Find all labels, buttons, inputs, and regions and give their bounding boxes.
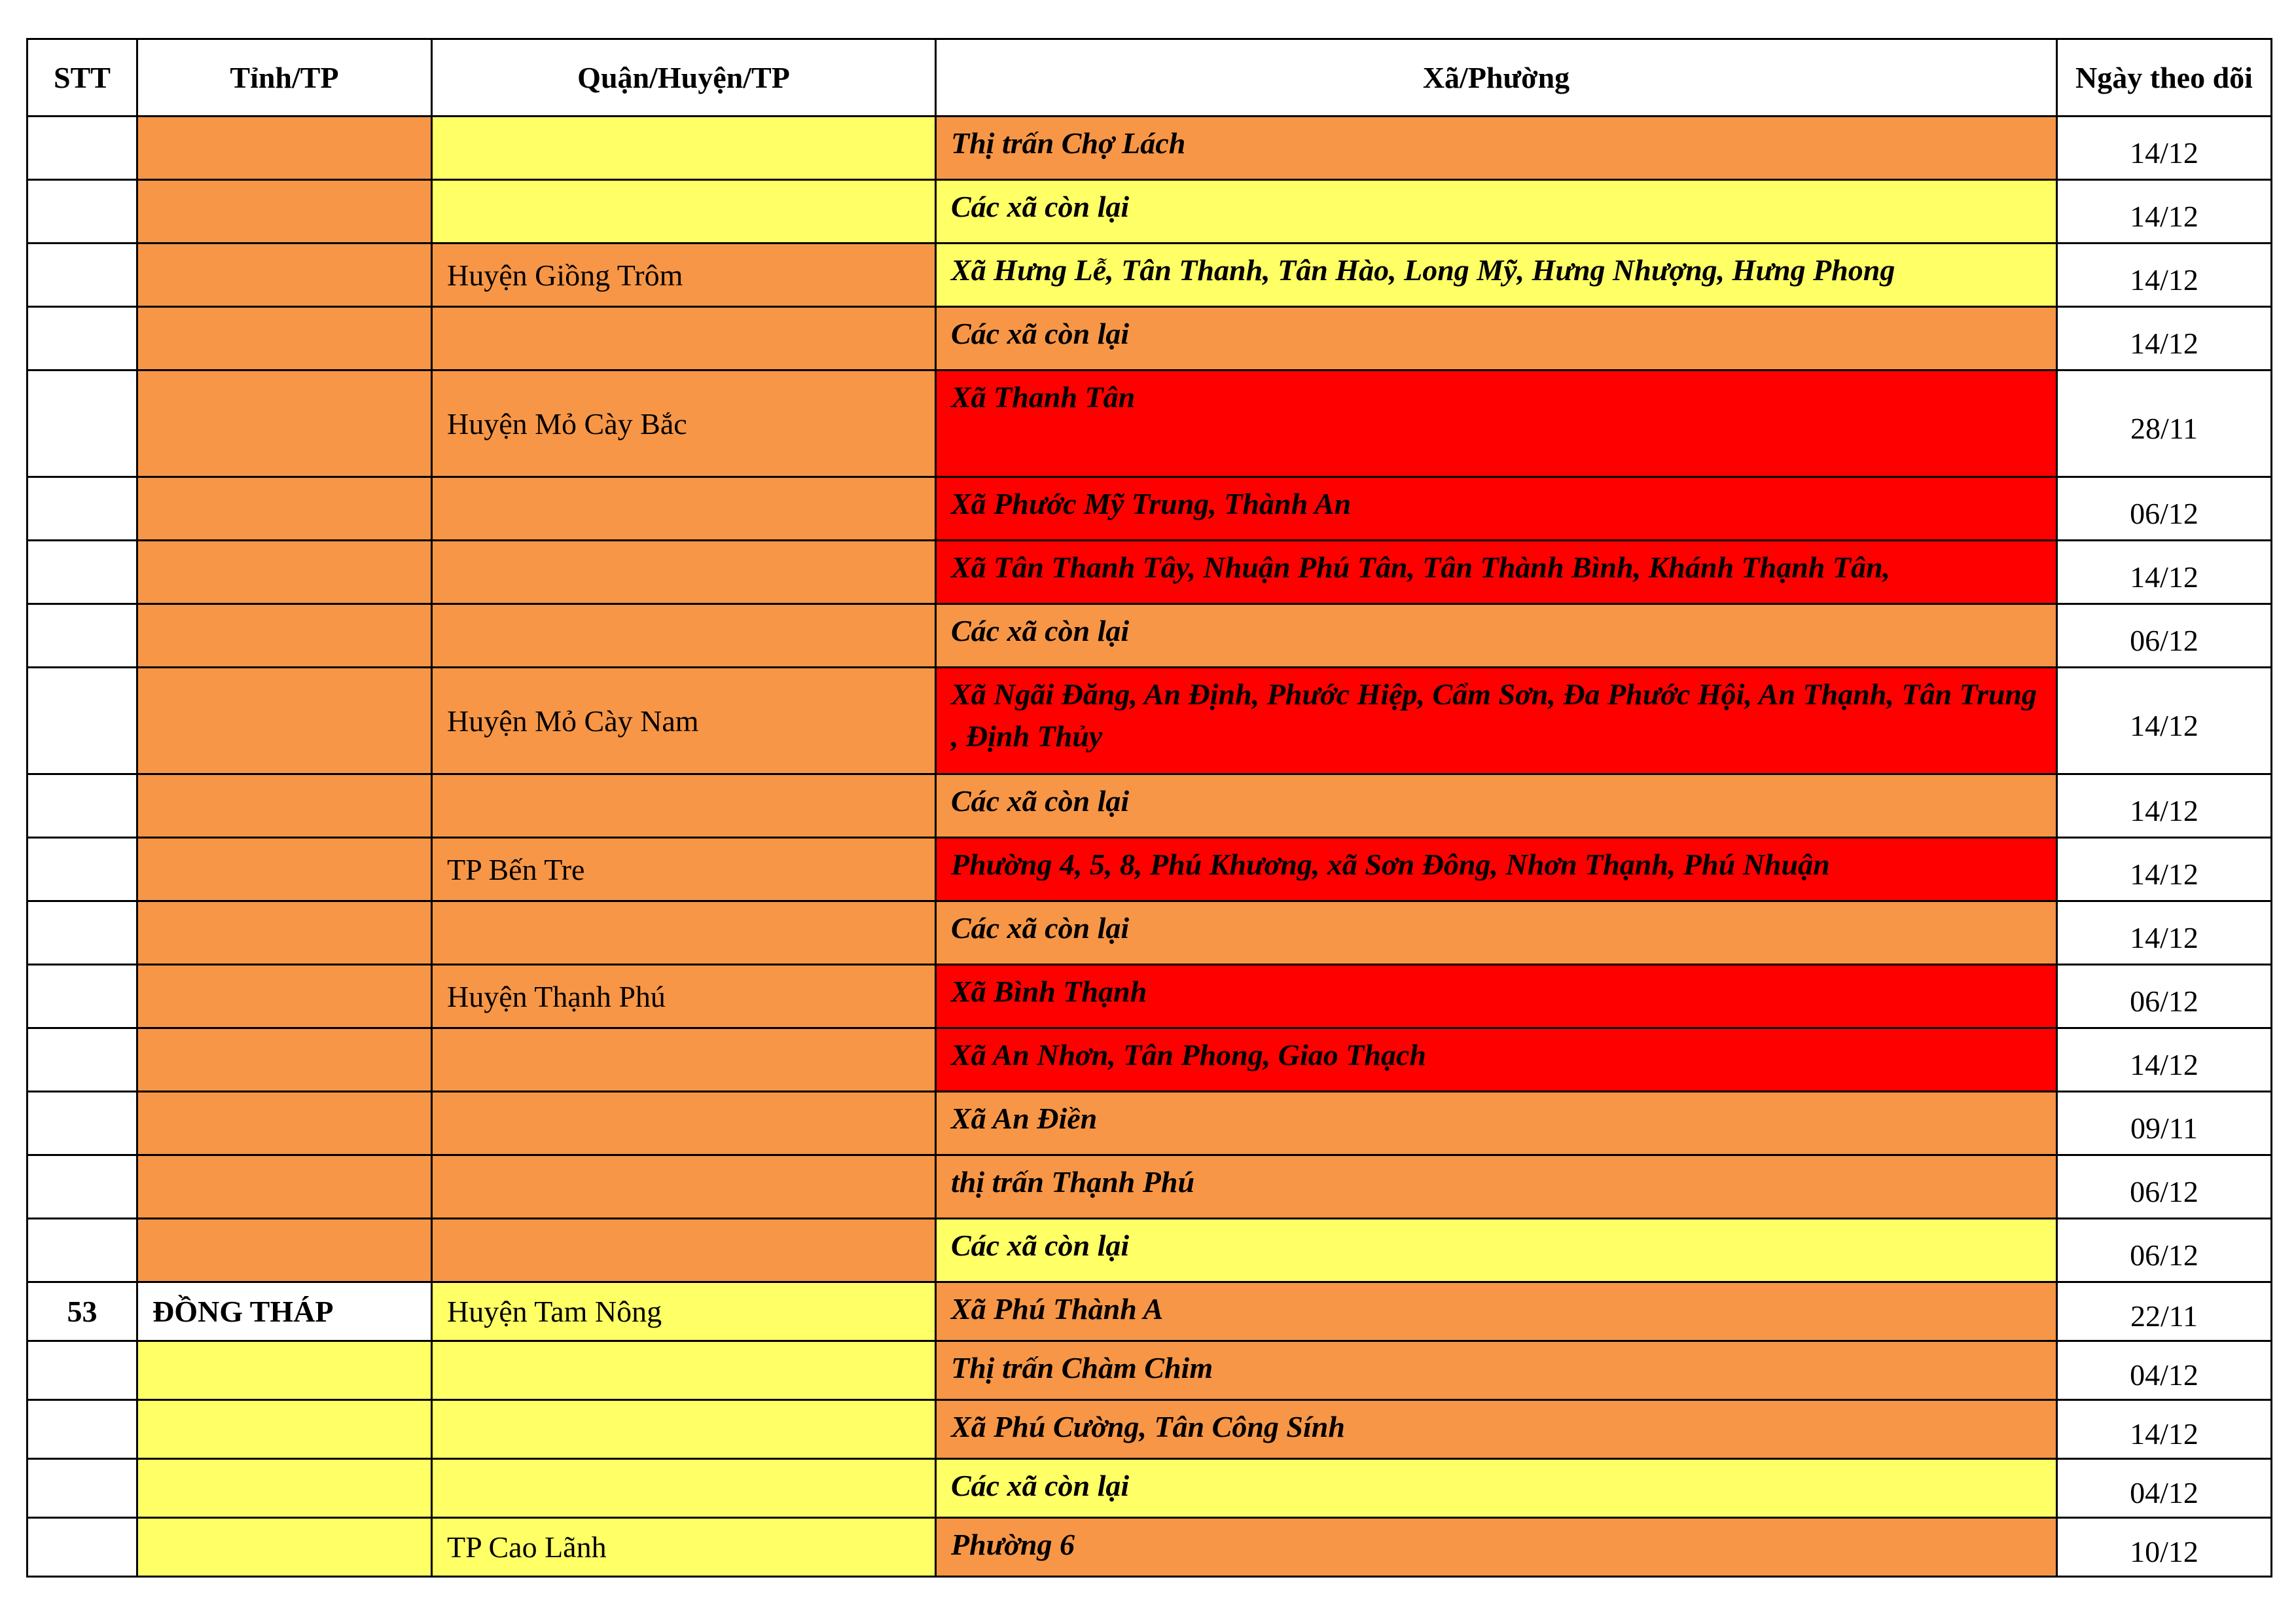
date-cell: 14/12 xyxy=(2057,668,2272,774)
stt-cell xyxy=(27,244,137,307)
province-cell: ĐỒNG THÁP xyxy=(137,1282,432,1341)
table-body xyxy=(27,117,2272,1577)
province-cell xyxy=(137,541,432,604)
district-cell xyxy=(432,774,936,838)
ward-cell: Xã An Nhơn, Tân Phong, Giao Thạch xyxy=(936,1028,2057,1092)
province-cell xyxy=(137,1219,432,1282)
district-cell xyxy=(432,477,936,541)
date-cell: 14/12 xyxy=(2057,117,2272,180)
table-row xyxy=(27,901,2272,965)
district-cell: Huyện Giồng Trôm xyxy=(432,244,936,307)
district-cell xyxy=(432,307,936,370)
ward-cell: Các xã còn lại xyxy=(936,604,2057,668)
ward-cell: Phường 6 xyxy=(936,1518,2057,1577)
date-cell: 14/12 xyxy=(2057,774,2272,838)
table-row xyxy=(27,244,2272,307)
table-row xyxy=(27,1219,2272,1282)
table-row xyxy=(27,307,2272,370)
ward-cell: Các xã còn lại xyxy=(936,1459,2057,1518)
district-cell xyxy=(432,1341,936,1400)
stt-cell xyxy=(27,668,137,774)
date-cell: 14/12 xyxy=(2057,838,2272,901)
stt-cell xyxy=(27,180,137,244)
tracking-table xyxy=(26,38,2272,1578)
province-cell xyxy=(137,1092,432,1155)
ward-cell: Xã Tân Thanh Tây, Nhuận Phú Tân, Tân Thành Bình, Khánh Thạnh Tân, xyxy=(936,541,2057,604)
stt-cell xyxy=(27,965,137,1028)
stt-cell xyxy=(27,1518,137,1577)
header-date: Ngày theo dõi xyxy=(2057,39,2272,117)
table-row xyxy=(27,477,2272,541)
province-cell xyxy=(137,1341,432,1400)
date-cell: 14/12 xyxy=(2057,901,2272,965)
district-cell xyxy=(432,1028,936,1092)
province-cell xyxy=(137,838,432,901)
table-row xyxy=(27,1028,2272,1092)
ward-cell: Các xã còn lại xyxy=(936,774,2057,838)
province-cell xyxy=(137,1028,432,1092)
district-cell xyxy=(432,117,936,180)
stt-cell xyxy=(27,838,137,901)
stt-cell xyxy=(27,1400,137,1459)
table-row xyxy=(27,1341,2272,1400)
header-province: Tỉnh/TP xyxy=(137,39,432,117)
stt-cell xyxy=(27,307,137,370)
ward-cell: Thị trấn Chàm Chim xyxy=(936,1341,2057,1400)
district-cell xyxy=(432,1400,936,1459)
province-cell xyxy=(137,117,432,180)
stt-cell xyxy=(27,117,137,180)
ward-cell: Các xã còn lại xyxy=(936,307,2057,370)
ward-cell: Xã Thanh Tân xyxy=(936,370,2057,477)
header-district: Quận/Huyện/TP xyxy=(432,39,936,117)
table-row xyxy=(27,1282,2272,1341)
stt-cell xyxy=(27,1092,137,1155)
province-cell xyxy=(137,1400,432,1459)
date-cell: 14/12 xyxy=(2057,1028,2272,1092)
ward-cell: Các xã còn lại xyxy=(936,180,2057,244)
district-cell: TP Bến Tre xyxy=(432,838,936,901)
district-cell xyxy=(432,1155,936,1219)
ward-cell: Xã An Điền xyxy=(936,1092,2057,1155)
ward-cell: Xã Phước Mỹ Trung, Thành An xyxy=(936,477,2057,541)
table-row xyxy=(27,180,2272,244)
stt-cell xyxy=(27,1028,137,1092)
district-cell: Huyện Thạnh Phú xyxy=(432,965,936,1028)
ward-cell: Xã Hưng Lễ, Tân Thanh, Tân Hào, Long Mỹ, Hưng Nhượng, Hưng Phong xyxy=(936,244,2057,307)
stt-cell xyxy=(27,604,137,668)
date-cell: 06/12 xyxy=(2057,1219,2272,1282)
table-row xyxy=(27,838,2272,901)
date-cell: 10/12 xyxy=(2057,1518,2272,1577)
table-row xyxy=(27,541,2272,604)
province-cell xyxy=(137,774,432,838)
date-cell: 14/12 xyxy=(2057,1400,2272,1459)
ward-cell: Xã Bình Thạnh xyxy=(936,965,2057,1028)
district-cell xyxy=(432,1092,936,1155)
province-cell xyxy=(137,668,432,774)
date-cell: 14/12 xyxy=(2057,541,2272,604)
date-cell: 06/12 xyxy=(2057,965,2272,1028)
table-row xyxy=(27,1459,2272,1518)
province-cell xyxy=(137,180,432,244)
province-cell xyxy=(137,901,432,965)
header-row xyxy=(27,39,2272,117)
province-cell xyxy=(137,307,432,370)
stt-cell xyxy=(27,541,137,604)
district-cell xyxy=(432,901,936,965)
ward-cell: Thị trấn Chợ Lách xyxy=(936,117,2057,180)
stt-cell xyxy=(27,370,137,477)
ward-cell: Xã Phú Thành A xyxy=(936,1282,2057,1341)
ward-cell: Xã Phú Cường, Tân Công Sính xyxy=(936,1400,2057,1459)
stt-cell xyxy=(27,1341,137,1400)
province-cell xyxy=(137,965,432,1028)
district-cell xyxy=(432,541,936,604)
table-row xyxy=(27,1092,2272,1155)
date-cell: 04/12 xyxy=(2057,1459,2272,1518)
table-row xyxy=(27,965,2272,1028)
district-cell xyxy=(432,1219,936,1282)
table-row xyxy=(27,604,2272,668)
stt-cell: 53 xyxy=(27,1282,137,1341)
stt-cell xyxy=(27,774,137,838)
header-ward: Xã/Phường xyxy=(936,39,2057,117)
stt-cell xyxy=(27,901,137,965)
date-cell: 06/12 xyxy=(2057,604,2272,668)
ward-cell: thị trấn Thạnh Phú xyxy=(936,1155,2057,1219)
province-cell xyxy=(137,477,432,541)
district-cell xyxy=(432,180,936,244)
stt-cell xyxy=(27,1219,137,1282)
date-cell: 22/11 xyxy=(2057,1282,2272,1341)
province-cell xyxy=(137,1518,432,1577)
ward-cell: Phường 4, 5, 8, Phú Khương, xã Sơn Đông, Nhơn Thạnh, Phú Nhuận xyxy=(936,838,2057,901)
table-row xyxy=(27,668,2272,774)
stt-cell xyxy=(27,1155,137,1219)
table-row xyxy=(27,1400,2272,1459)
date-cell: 14/12 xyxy=(2057,244,2272,307)
date-cell: 06/12 xyxy=(2057,1155,2272,1219)
table-row xyxy=(27,774,2272,838)
table-row xyxy=(27,370,2272,477)
district-cell: Huyện Mỏ Cày Bắc xyxy=(432,370,936,477)
table-row xyxy=(27,1518,2272,1577)
stt-cell xyxy=(27,1459,137,1518)
district-cell xyxy=(432,1459,936,1518)
district-cell: Huyện Mỏ Cày Nam xyxy=(432,668,936,774)
date-cell: 14/12 xyxy=(2057,307,2272,370)
province-cell xyxy=(137,1459,432,1518)
province-cell xyxy=(137,1155,432,1219)
date-cell: 04/12 xyxy=(2057,1341,2272,1400)
stt-cell xyxy=(27,477,137,541)
date-cell: 14/12 xyxy=(2057,180,2272,244)
district-cell xyxy=(432,604,936,668)
province-cell xyxy=(137,244,432,307)
header-stt: STT xyxy=(27,39,137,117)
table-row xyxy=(27,1155,2272,1219)
province-cell xyxy=(137,604,432,668)
province-cell xyxy=(137,370,432,477)
district-cell: Huyện Tam Nông xyxy=(432,1282,936,1341)
district-cell: TP Cao Lãnh xyxy=(432,1518,936,1577)
table-row xyxy=(27,117,2272,180)
date-cell: 06/12 xyxy=(2057,477,2272,541)
date-cell: 09/11 xyxy=(2057,1092,2272,1155)
ward-cell: Các xã còn lại xyxy=(936,1219,2057,1282)
date-cell: 28/11 xyxy=(2057,370,2272,477)
ward-cell: Xã Ngãi Đăng, An Định, Phước Hiệp, Cẩm Sơn, Đa Phước Hội, An Thạnh, Tân Trung , Định Thủy xyxy=(936,668,2057,774)
ward-cell: Các xã còn lại xyxy=(936,901,2057,965)
